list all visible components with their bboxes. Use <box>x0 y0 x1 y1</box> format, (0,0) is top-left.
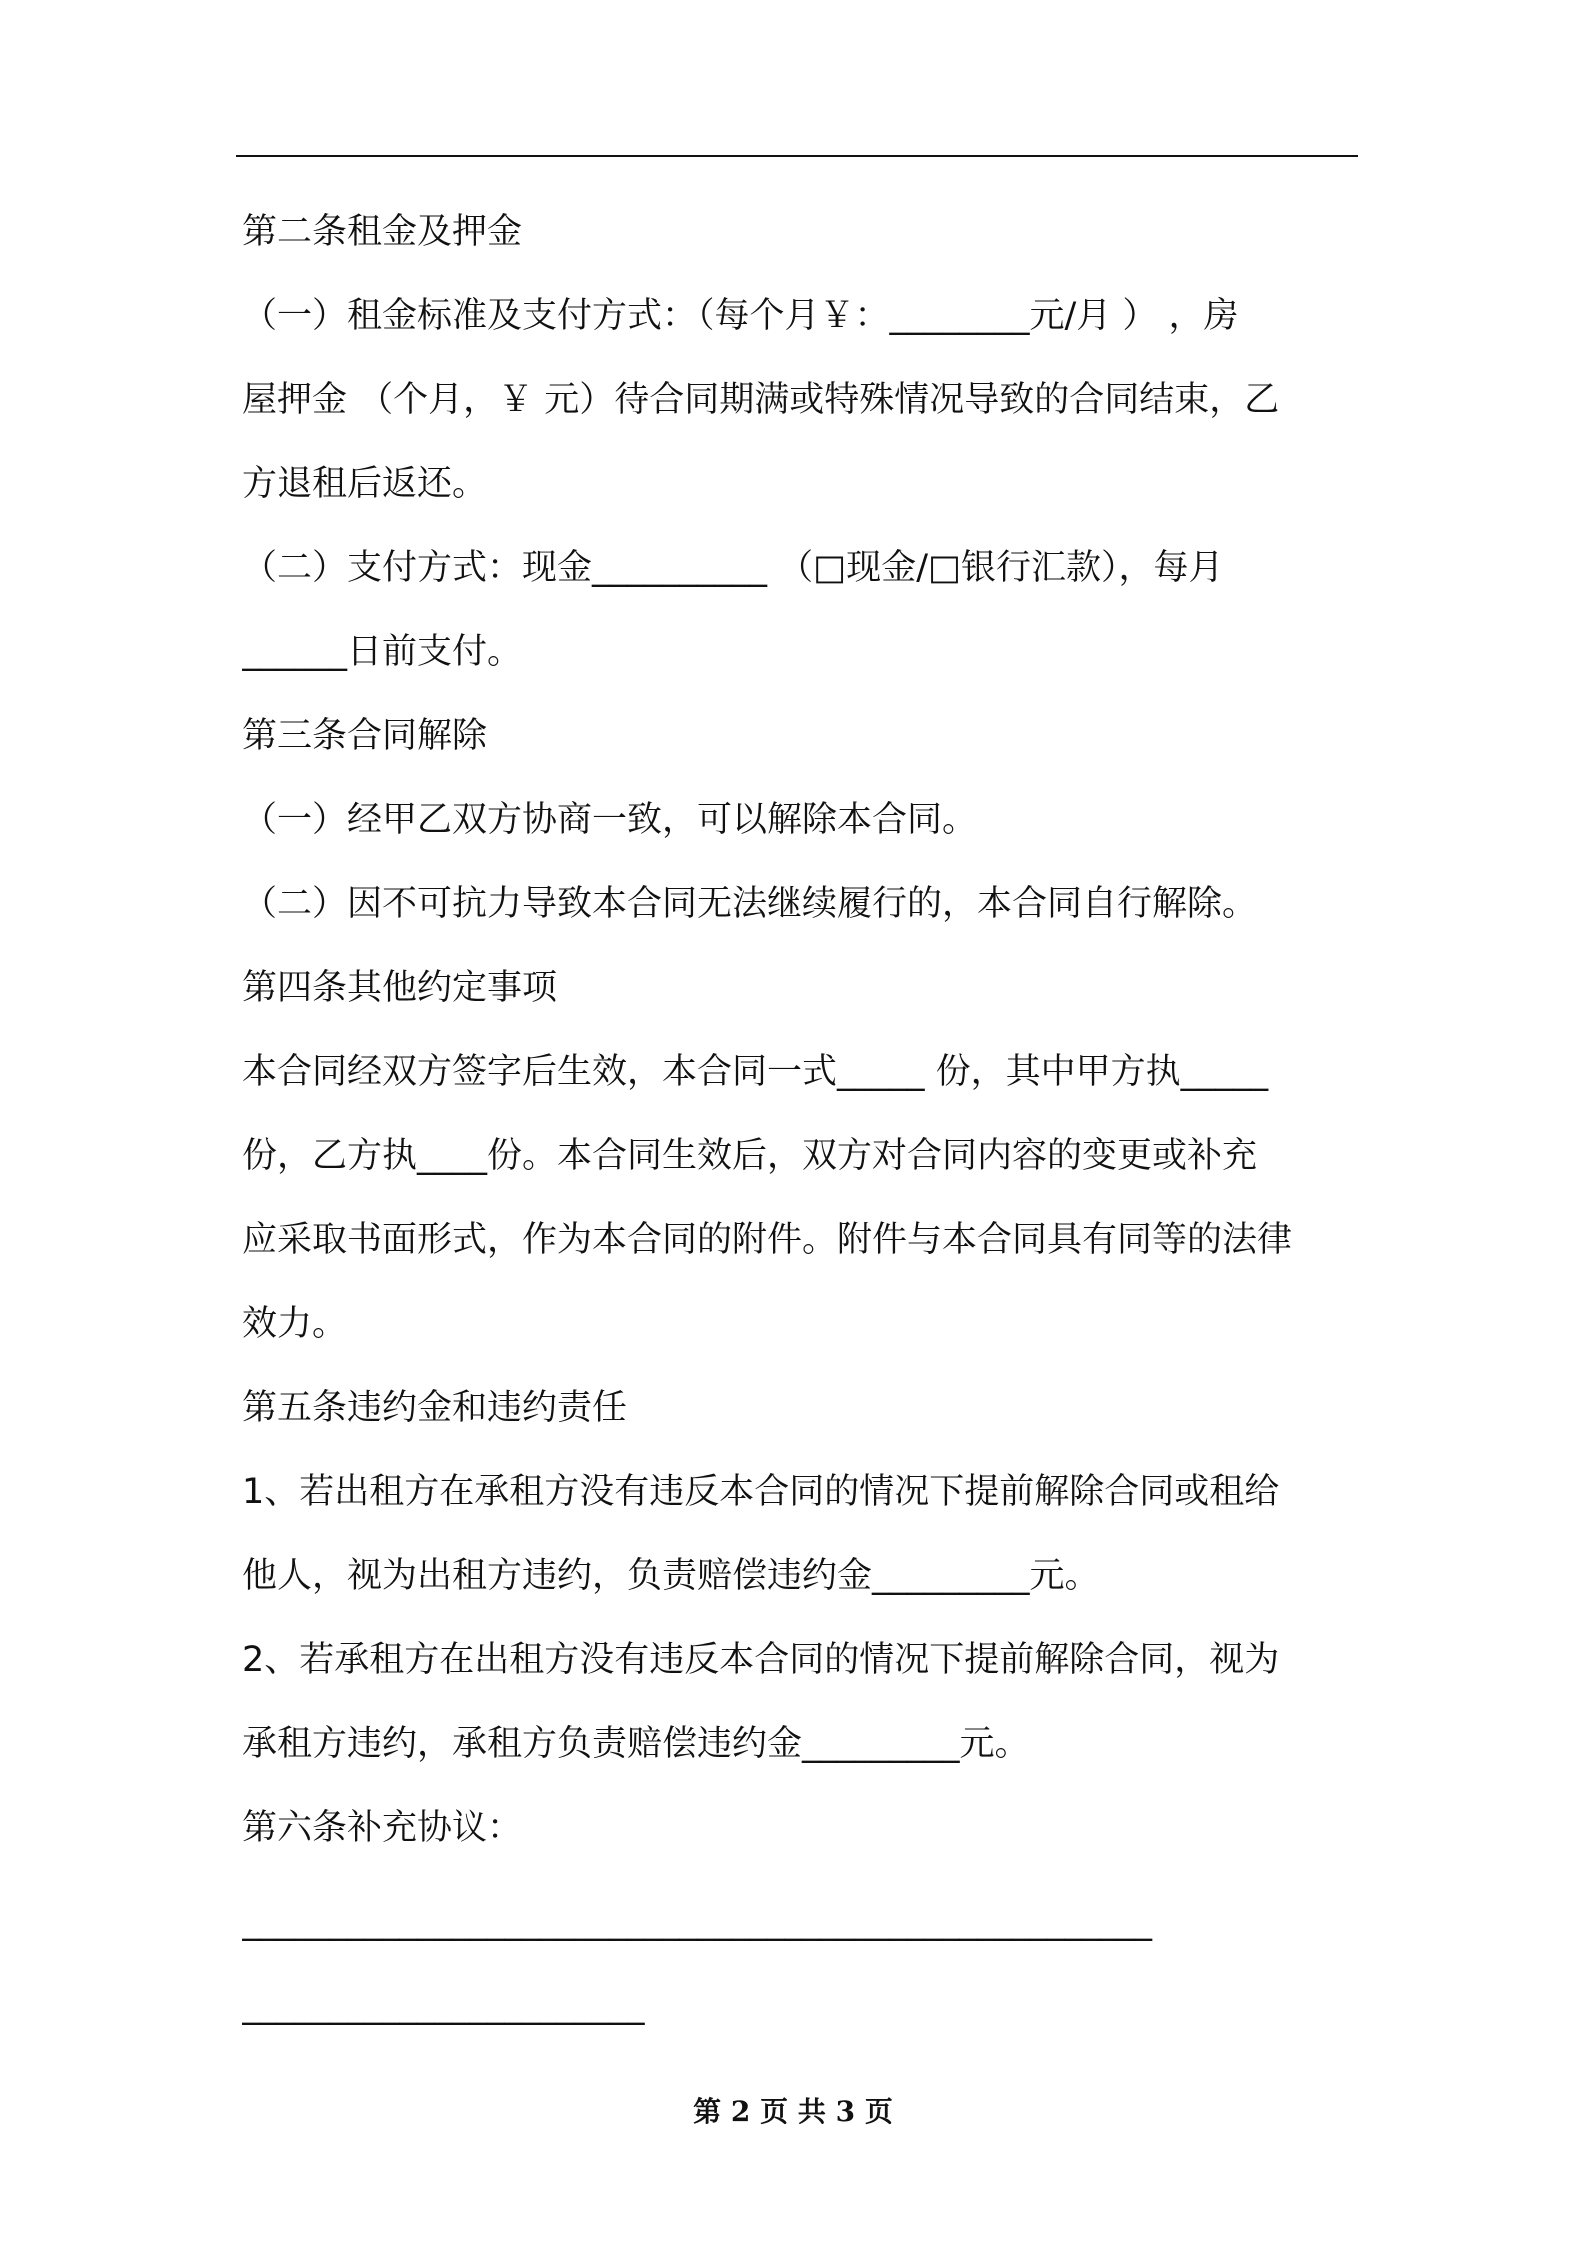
other-terms-line-1: 本合同经双方签字后生效，本合同一式_____ 份，其中甲方执_____ <box>242 1052 1269 1092</box>
article-3-heading: 第三条合同解除 <box>242 716 488 756</box>
document-body <box>242 190 1358 2048</box>
payment-method-line-2: ______日前支付。 <box>242 632 523 672</box>
page-number-footer: 第 2 页 共 3 页 <box>693 2095 893 2128</box>
breach-clause-2-line-1: 2、若承租方在出租方没有违反本合同的情况下提前解除合同，视为 <box>242 1640 1280 1680</box>
other-terms-line-2: 份，乙方执____份。本合同生效后，双方对合同内容的变更或补充 <box>242 1136 1258 1176</box>
header-rule <box>236 155 1358 157</box>
article-6-heading: 第六条补充协议： <box>242 1808 523 1848</box>
rent-standard-line-3: 方退租后返还。 <box>242 464 488 504</box>
termination-clause-1: （一）经甲乙双方协商一致，可以解除本合同。 <box>242 800 978 840</box>
article-5-heading: 第五条违约金和违约责任 <box>242 1388 628 1428</box>
payment-method-line-1: （二）支付方式：现金__________ （□现金/□银行汇款），每月 <box>242 548 1224 588</box>
rent-standard-line-1: （一）租金标准及支付方式：（每个月￥：________元/月 ） ，房 <box>242 296 1239 336</box>
breach-clause-1-line-2: 他人，视为出租方违约，负责赔偿违约金_________元。 <box>242 1556 1100 1596</box>
breach-clause-2-line-2: 承租方违约，承租方负责赔偿违约金_________元。 <box>242 1724 1030 1764</box>
article-4-heading: 第四条其他约定事项 <box>242 968 558 1008</box>
other-terms-line-4: 效力。 <box>242 1304 348 1344</box>
termination-clause-2: （二）因不可抗力导致本合同无法继续履行的，本合同自行解除。 <box>242 884 1258 924</box>
supplement-blank-line-2: _______________________ <box>242 1986 645 2026</box>
other-terms-line-3: 应采取书面形式，作为本合同的附件。附件与本合同具有同等的法律 <box>242 1220 1293 1260</box>
article-2-heading: 第二条租金及押金 <box>242 212 523 252</box>
rent-standard-line-2: 屋押金 （个月，￥ 元）待合同期满或特殊情况导致的合同结束，乙 <box>242 380 1280 420</box>
breach-clause-1-line-1: 1、若出租方在承租方没有违反本合同的情况下提前解除合同或租给 <box>242 1472 1280 1512</box>
supplement-blank-line-1: ____________________________________________________ <box>242 1902 1152 1942</box>
